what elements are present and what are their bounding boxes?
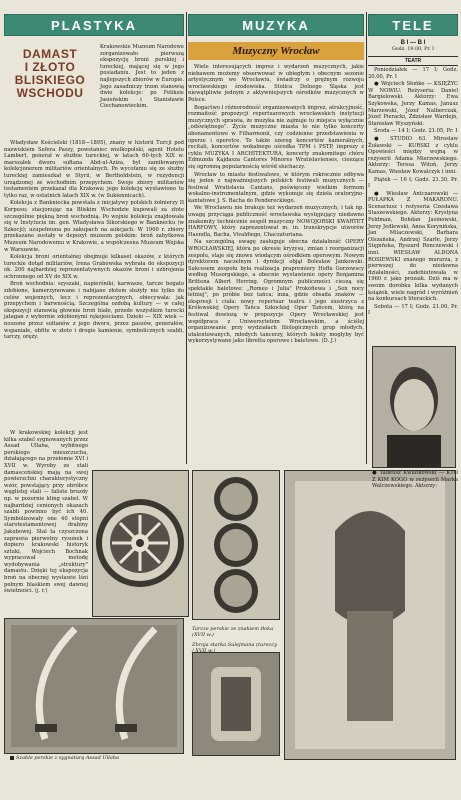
muzyka-paragraph: We Wrocławiu nie brakuje też wydarzeń muzycznych, i tak np. uwagę przyciąga publiczność wrocławska występujący niedawno znakomity technicznie zespół muzyczny NOWOJORSKI KWARTET HARFOWY, który zaprezentował m. in. transkrypcje utworów Haendla, Bacha, Vivaldiego, Chaczaturiana. xyxy=(188,205,364,238)
armor-caption: Zbroja starka Sulejmana (tureccy / XVII w.) xyxy=(192,642,277,654)
sabers-caption: Szable perskie z sygnaturą Assad Ullaha xyxy=(10,755,188,761)
tele-paragraph: Poniedziałek — 17 I; Godz. 20.00, Pr. I xyxy=(368,67,458,80)
caption-bullet-icon xyxy=(10,756,14,760)
tele-banner: TELE xyxy=(368,14,458,36)
headline-line-4: WSCHODU xyxy=(16,86,84,100)
tele-paragraph: ● STUDIO 63. Miroslaw Żuławski — KURSKI z cyklu Opowieści między wojną w reżyserii Adama Mierzewskiego. Aktorzy: Teresa Witoń, Jerzy Kamas, Wiesław Kowalczyk i inni. xyxy=(368,135,458,175)
plastyka-body-narrow: W krakowskiej kolekcji jest kilka szabel sygnowanych przez Assad Ullaha, wybitnego perskiego mieszczucha, działającego na przełomie XVI i XVII w. Wyroby ze stali damasceńskiej mają na swej powierzchni charakterystyczny wzór, powstający przy obróbce węglistej stali — faliste bruzdy np. w pozornie kling szabel. W najbardziej cenionych okazach szabli powinno być ich 40. Symbolizowały one 40 stopni starotestamentowej drabiny Jakubowej. Stal ta czyszczona zaprawia pierwotny rysunek i dopiero krakowski historyk sztuki, Wojciech Bochnak wypracował metodę wydobywania „struktury" damastu. Dzięki tej ekspozycja broń na obecnej wystawie lśni pełnym blaskiem swej dawnej świetności. (j. r.) xyxy=(4,430,88,595)
plastyka-paragraph: Władysław Kościelski (1818—1895), znany w historii Turcji pod nazwiskiem Sefera Paszy, powstaniec wielkopolski, agent Hotelu Lambert, generał w służbie tureckiej, w latach 60-tych XIX w. marszałek dworu sułtana Abd-ul-Aziza, był zamiłowanym kolekcjonerem militariów orientalnych. Po wycofaniu się ze służby tureckiej zamieszkał w Styrii, w Bertholdstein, w rezydencji urządzonej ze wschodnim przepychem. Swoje zbiory militariów testamentem przekazał dla Krakowa; jego kolekcję wystawiono tu tylko raz, w ostatnich latach XIX w. (w Sukiennicach). xyxy=(4,140,184,199)
tele-paragraph: Sobota — 17 I; Godz. 21.00, Pr. I xyxy=(368,303,458,317)
tele-paragraph: ● Wiesław Antczarowski — PUŁAPKA Z MAKARONU. Scenariusz i reżyseria Czesława Staszewskiego. Aktorzy: Krystyna Feldman, Bohdan Jasinowski, Jerzy Jedlewski, Anna Korynińska, Jan Milaczewski, Barbara Olszańska, Andrzej Szarłe, Jerzy Stępińska, Ryszard Ronczewski i inni. WIESŁAW ALDONA ROSIEWSKI znanego murarza, z pierwszej do niedawna działalności, zadebiutowała w 1960 r. jako prozaik. Dziś ma w swoim dorobku kilka wydanych książek, wiele nagród i wyróżnień na konkursach literackich. xyxy=(368,190,458,303)
plastyka-banner: PLASTYKA xyxy=(4,14,184,36)
persian-shields-strip-photo xyxy=(192,470,280,620)
portrait-caption: ● Tadeusz Kwiatkowski — KTO Z KIM KOGO w reżyserii Marka Walczewskiego. Aktorzy: xyxy=(372,470,458,490)
plastyka-paragraph: Kolekcja z Bankniecka powstała z inicjatywy polskich żołnierzy II Korpusu; stacjonując na Bliskim Wschodzie kupowali za złote szczególnie piękną broń wschodnią. Po wojnie kolekcja znajdowała się w Instytucie im. gen. Władysława Sikorskiego w Banknecku (w Szkocji); uzupełniona po zakupach na aukcjach. W 1960 r. zbiory przekazane zostały w depozyt muzeom polskim: broń zabytkowa Muzeum Narodowemu w Krakowie, a współczesna Muzeum Wojska w Warszawie. xyxy=(4,200,184,253)
muzyka-paragraph: Wrocław to miasto festiwalowe, w którym rokrocznie odbywa się jeden z najważniejszych polskich festiwali muzycznych — festiwal Wratislavia Cantans, poświęcony wielkim formom wokalno-instrumentalnym, gdzie wykonuje się dzieła oratoryjno-kantatowe J. S. Bacha do Pendereckiego. xyxy=(188,171,364,204)
plastyka-body xyxy=(4,140,184,342)
muzyka-paragraph: Bogactwo i różnorodność organizowanych imprez, atrakcyjność, rozmaitość propozycji repertuarowych wrocławskich instytucji muzycznych sprawia, że muzyka nie zajmuje tu miejsca wyłącznie „odświętnego”. Życie muzyczne miasta to nie tylko koncerty abonamentowe w Filharmonii, czy codzienne przedstawienia w operze i operetce. To także szereg koncertów kameralnych, recitali, koncertów wokalnego ośrodka TPM i PSTP, imprezy z cyklu MUZYKA I ARCHITEKTURA, koncerty znakomitego chóru Edmunda Kajdasza Cantores Minores Wratislavienses, cieszące się ogromną popularnością wśród słuchaczy. xyxy=(188,104,364,170)
portrait-illustration xyxy=(373,347,455,467)
headline-line-1: DAMAST xyxy=(22,47,78,61)
plastyka-intro: Krakowskie Muzeum Narodowe zorganizowało pierwszą ekspozycję broni perskiej i tureckiej, mającej się w jego posiadaniu. Jest to jeden z najlepszych zbiorów w Europie. Jego zasadniczy trzon stanowią dwie kolekcje: po Feliksie Jasieńskim i Stanisławie Ciechanowieckim. xyxy=(100,44,184,110)
tele-paragraph: Piątek — 16 I; Godz. 21.30, Pr. I xyxy=(368,176,458,190)
headline-line-2: I ZŁOTO xyxy=(24,60,76,74)
portrait-photo xyxy=(372,346,456,468)
tele-sub: Godz. 19.00, Pr. I xyxy=(391,47,435,52)
tele-column xyxy=(368,0,458,318)
tele-head: B I — B I xyxy=(400,40,426,46)
persian-sabers-photo xyxy=(4,618,184,754)
muzyka-banner: MUZYKA xyxy=(188,14,364,36)
muzyka-paragraph: Na szczególną uwagę zasługuje obecna działalność OPERY WROCŁAWSKIEJ, która po okresie kryzysu, zmian i reorganizacji zespołu, staje się znowu wiodącym ośrodkiem operowym. Nowym dyrektorem naczelnym i dyrekcji objął Bolesław Jankowski. Sukcesem zespołu była realizacja prapremiery Hoffa Gorzowscy według Musorgskiego, a obecnie wystawienie opery Benjamina Brittena Albert Herring. Ogromnym publiczności cieszą się spektakle baletowe: „Romeo i Julia" Prokofiewa i „Sen nocy letniej", po próbie bez tańca; inna, gdzie obsada znaków — ekspresji i ciała: nowy repertuar teatru i jego siostrzyca z Królewskiej Opery Tańca Szkockiej Oper Tańcem, którą na festiwal dowiozą w propozycje Opery Wrocławskiej jest współpraca z Uniwersytetem Wrocławskim, a ściślej organizowanie przy wydziałach filologicznych grup młodych, utalentowanych, młodych tancerzy, których teksty mogłyby być wykorzystywane jako libretta operowe i baletowe. (D. J.) xyxy=(188,239,364,345)
divider-left xyxy=(186,12,187,464)
plastyka-column xyxy=(4,0,184,595)
helmet-illustration xyxy=(285,471,455,759)
plastyka-paragraph: Broń wschodnia: szyszaki, napierśniki, karwasze, tarcze bogato zdobione, kamerzynowane i nabijane złotem służyły nie tylko do celów wojennych, lecz i reprezentacyjnych, obiecywała: jak przepychem i barwnością. Szczególna ozdobą kultury — w całej ekspozycji stanowią głownie broń białe, przede wszystkim turecki jatagan z wybornie zdobionymi rękojeściami. Dzieło — XIX wiek — noszone przez sułtanów z jego dworu, przez paszów, generałów, wspaniałe, obfite w złoto i drogie kamienie, symbolicznych szabli, tarczy, oręży. xyxy=(4,281,184,341)
shields-caption: Tarcze perskie ze znakiem tłoka (XVII w.) xyxy=(192,626,274,638)
sabers-illustration xyxy=(5,619,183,753)
helmet-photo xyxy=(284,470,456,760)
tele-paragraph: ● Wojciech Słońko — KSIĘŻYC W NOWIU. Reżyseria: Daniel Bargielowski. Aktorzy: Ewa Szykowska, Jerzy Kamas, Janusz Marzewski, Józef Nalberczak, Józef Pieracki, Zdzisław Wardejn, Stanisław Wyszyński. xyxy=(368,81,458,127)
muzyka-body xyxy=(188,64,364,345)
armor-photo xyxy=(192,652,280,756)
plastyka-headline xyxy=(8,42,92,100)
tele-section: TEATR xyxy=(368,56,458,66)
armor-illustration xyxy=(193,653,279,755)
tele-paragraph: Środa — 14 I; Godz. 21.05, Pr. I xyxy=(374,128,458,135)
muzyka-paragraph: Wiele interesujących imprez i wydarzeń muzycznych, jakie niebawem możemy obserwować w ubiegłym i obecnym sezonie artystycznym we Wrocławiu, świadczy o prężnym rozwoju wrocławskiego środowiska. Stolica Dolnego Śląska jest niewątpliwie jednym z aktywniejszych ośrodków muzycznych w Polsce. xyxy=(188,64,364,103)
headline-line-3: BLISKIEGO xyxy=(14,73,86,87)
tele-body xyxy=(368,67,458,317)
persian-shield-photo xyxy=(92,470,189,617)
plastyka-paragraph: Kolekcja broni orientalnej obejmuje kilkaset okazów, z których tureckie dotąd militariów, Irena Grabowska wybrała do ekspozycji ok. 200 najbardziej reprezentatywnych okazów broni i uzbrojenia ochronnego od XV do XIX w. xyxy=(4,254,184,280)
muzyka-column xyxy=(188,0,364,346)
shields-strip-illustration xyxy=(193,471,279,619)
shield-illustration xyxy=(93,471,188,616)
muzyka-subtitle: Muzyczny Wrocław xyxy=(188,42,364,60)
divider-right xyxy=(366,12,367,464)
